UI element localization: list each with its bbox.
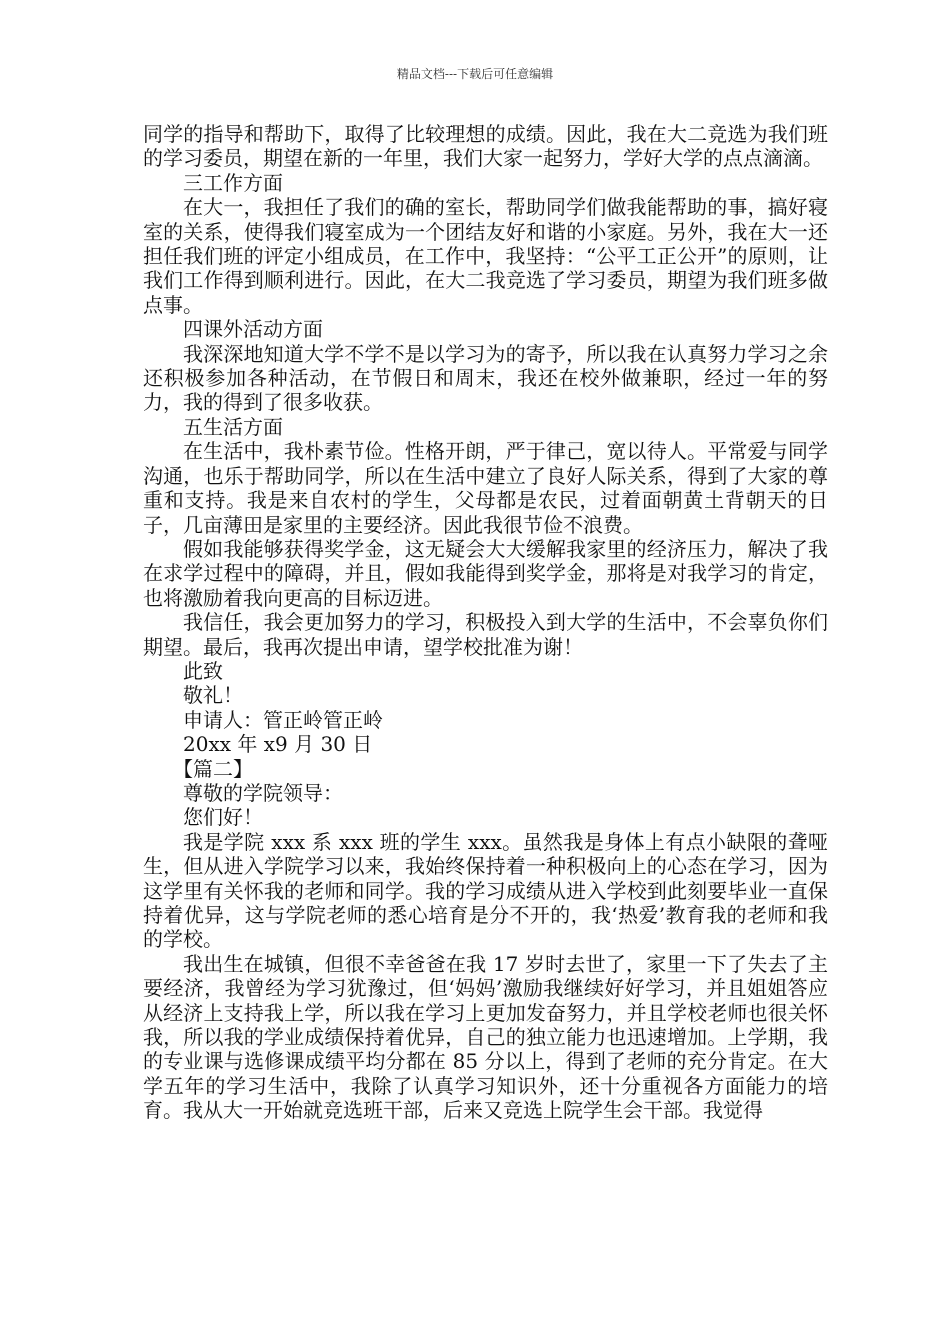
date-line: 20xx 年 x9 月 30 日 <box>183 732 373 757</box>
greeting-line: 您们好！ <box>183 805 263 830</box>
section-heading-work: 三工作方面 <box>183 170 283 195</box>
document-body <box>143 122 828 1123</box>
paragraph: 我是学院 xxx 系 xxx 班的学生 xxx。虽然我是身体上有点小缺限的聋哑生，但从进入学院学习以来，我始终保持着一种积极向上的心态在学习，因为这学里有关怀我的老师和同学。我的学习成绩从进入学校到此刻要毕业一直保持着优异，这与学院老师的悉心培育是分不开的，我‘热爱’教育我的老师和我的学校。 <box>143 829 828 952</box>
paragraph: 在生活中，我朴素节俭。性格开朗，严于律己，宽以待人。平常爱与同学沟通，也乐于帮助同学，所以在生活中建立了良好人际关系，得到了大家的尊重和支持。我是来自农村的学生，父母都是农民，过着面朝黄土背朝天的日子，几亩薄田是家里的主要经济。因此我很节俭不浪费。 <box>143 439 828 537</box>
paragraph: 我信任，我会更加努力的学习，积极投入到大学的生活中，不会辜负你们期望。最后，我再次提出申请，望学校批准为谢！ <box>143 610 828 659</box>
greeting-line: 尊敬的学院领导： <box>183 780 343 805</box>
section-heading-life: 五生活方面 <box>183 414 283 439</box>
paragraph: 同学的指导和帮助下，取得了比较理想的成绩。因此，我在大二竞选为我们班的学习委员，期望在新的一年里，我们大家一起努力，学好大学的点点滴滴。 <box>143 122 828 171</box>
closing-line: 此致 <box>183 658 223 683</box>
paragraph: 我深深地知道大学不学不是以学习为的寄予，所以我在认真努力学习之余还积极参加各种活动，在节假日和周末，我还在校外做兼职，经过一年的努力，我的得到了很多收获。 <box>143 341 828 415</box>
paragraph: 假如我能够获得奖学金，这无疑会大大缓解我家里的经济压力，解决了我在求学过程中的障碍，并且，假如我能得到奖学金，那将是对我学习的肯定，也将激励着我向更高的目标迈进。 <box>143 536 828 610</box>
salutation-line: 敬礼！ <box>183 683 243 708</box>
part-heading: 【篇二】 <box>173 756 253 781</box>
paragraph: 在大一，我担任了我们的确的室长，帮助同学们做我能帮助的事，搞好寝室的关系，使得我们寝室成为一个团结友好和谐的小家庭。另外，我在大一还担任我们班的评定小组成员，在工作中，我坚持：“公平工正公开”的原则，让我们工作得到顺利进行。因此，在大二我竞选了学习委员，期望为我们班多做点事。 <box>143 195 828 317</box>
page-header: 精品文档---下载后可任意编辑 <box>396 67 554 81</box>
paragraph: 我出生在城镇，但很不幸爸爸在我 17 岁时去世了，家里一下了失去了主要经济，我曾经为学习犹豫过，但‘妈妈’激励我继续好好学习，并且姐姐答应从经济上支持我上学，所以我在学习上更加发奋努力，并且学校老师也很关怀我，所以我的学业成绩保持着优异，自己的独立能力也迅速增加。上学期，我的专业课与选修课成绩平均分都在 85 分以上，得到了老师的充分肯定。在大学五年的学习生活中，我除了认真学习知识外，还十分重视各方面能力的培育。我从大一开始就竞选班干部，后来又竞选上院学生会干部。我觉得 <box>143 951 828 1123</box>
section-heading-activities: 四课外活动方面 <box>183 317 323 342</box>
applicant-line: 申请人：管正岭管正岭 <box>183 707 383 732</box>
